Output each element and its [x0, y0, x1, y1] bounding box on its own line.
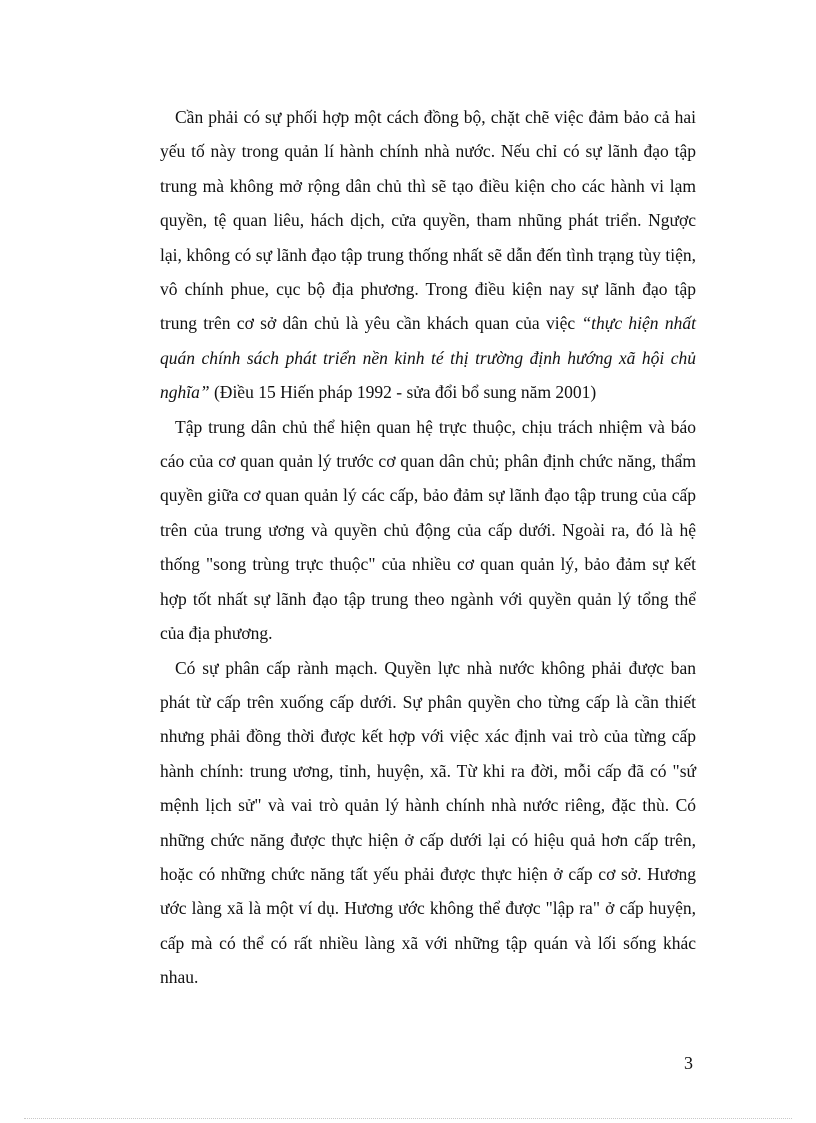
body-text — [160, 100, 696, 995]
paragraph-2: Tập trung dân chủ thể hiện quan hệ trực thuộc, chịu trách nhiệm và báo cáo của cơ quan quản lý trước cơ quan dân chủ; phân định chức năng, thẩm quyền giữa cơ quan quản lý các cấp, bảo đảm sự lãnh đạo tập trung của cấp trên của trung ương và quyền chủ động của cấp dưới. Ngoài ra, đó là hệ thống "song trùng trực thuộc" của nhiều cơ quan quản lý, bảo đảm sự kết hợp tốt nhất sự lãnh đạo tập trung theo ngành với quyền quản lý tổng thể của địa phương. — [160, 416, 696, 644]
paragraph-1-text: Cần phải có sự phối hợp một cách đồng bộ, chặt chẽ việc đảm bảo cả hai yếu tố này trong quản lí hành chính nhà nước. Nếu chỉ có sự lãnh đạo tập trung mà không mở rộng dân chủ thì sẽ tạo điều kiện cho các hành vi lạm quyền, tệ quan liêu, hách dịch, cửa quyền, tham nhũng phát triển. Ngược lại, không có sự lãnh đạo tập trung thống nhất sẽ dẫn đến tình trạng tùy tiện, vô chính phue, cục bộ địa phương. Trong điều kiện nay sự lãnh đạo tập trung trên cơ sở dân chủ là yêu cần khách quan của việc — [160, 107, 696, 334]
constitution-citation: (Điều 15 Hiến pháp 1992 - sửa đổi bổ sung năm 2001) — [209, 382, 597, 403]
paragraph-1 — [160, 100, 696, 410]
constitution-quote: “thực hiện nhất quán chính sách phát triển nền kinh té thị trường định hướng xã hội chủ nghĩa” — [160, 313, 696, 403]
paragraph-3: Có sự phân cấp rành mạch. Quyền lực nhà nước không phải được ban phát từ cấp trên xuống cấp dưới. Sự phân quyền cho từng cấp là cần thiết nhưng phải đồng thời được kết hợp với việc xác định vai trò của từng cấp hành chính: trung ương, tỉnh, huyện, xã. Từ khi ra đời, mỗi cấp đã có "sứ mệnh lịch sử" và vai trò quản lý hành chính nhà nước riêng, đặc thù. Có những chức năng được thực hiện ở cấp dưới lại có hiệu quả hơn cấp trên, hoặc có những chức năng tất yếu phải được thực hiện ở cấp cơ sở. Hương ước làng xã là một ví dụ. Hương ước không thể được "lập ra" ở cấp huyện, cấp mà có thể có rất nhiều làng xã với những tập quán và lối sống khác nhau. — [160, 657, 696, 988]
page-number: 3 — [684, 1053, 693, 1073]
footer-divider — [24, 1118, 792, 1119]
